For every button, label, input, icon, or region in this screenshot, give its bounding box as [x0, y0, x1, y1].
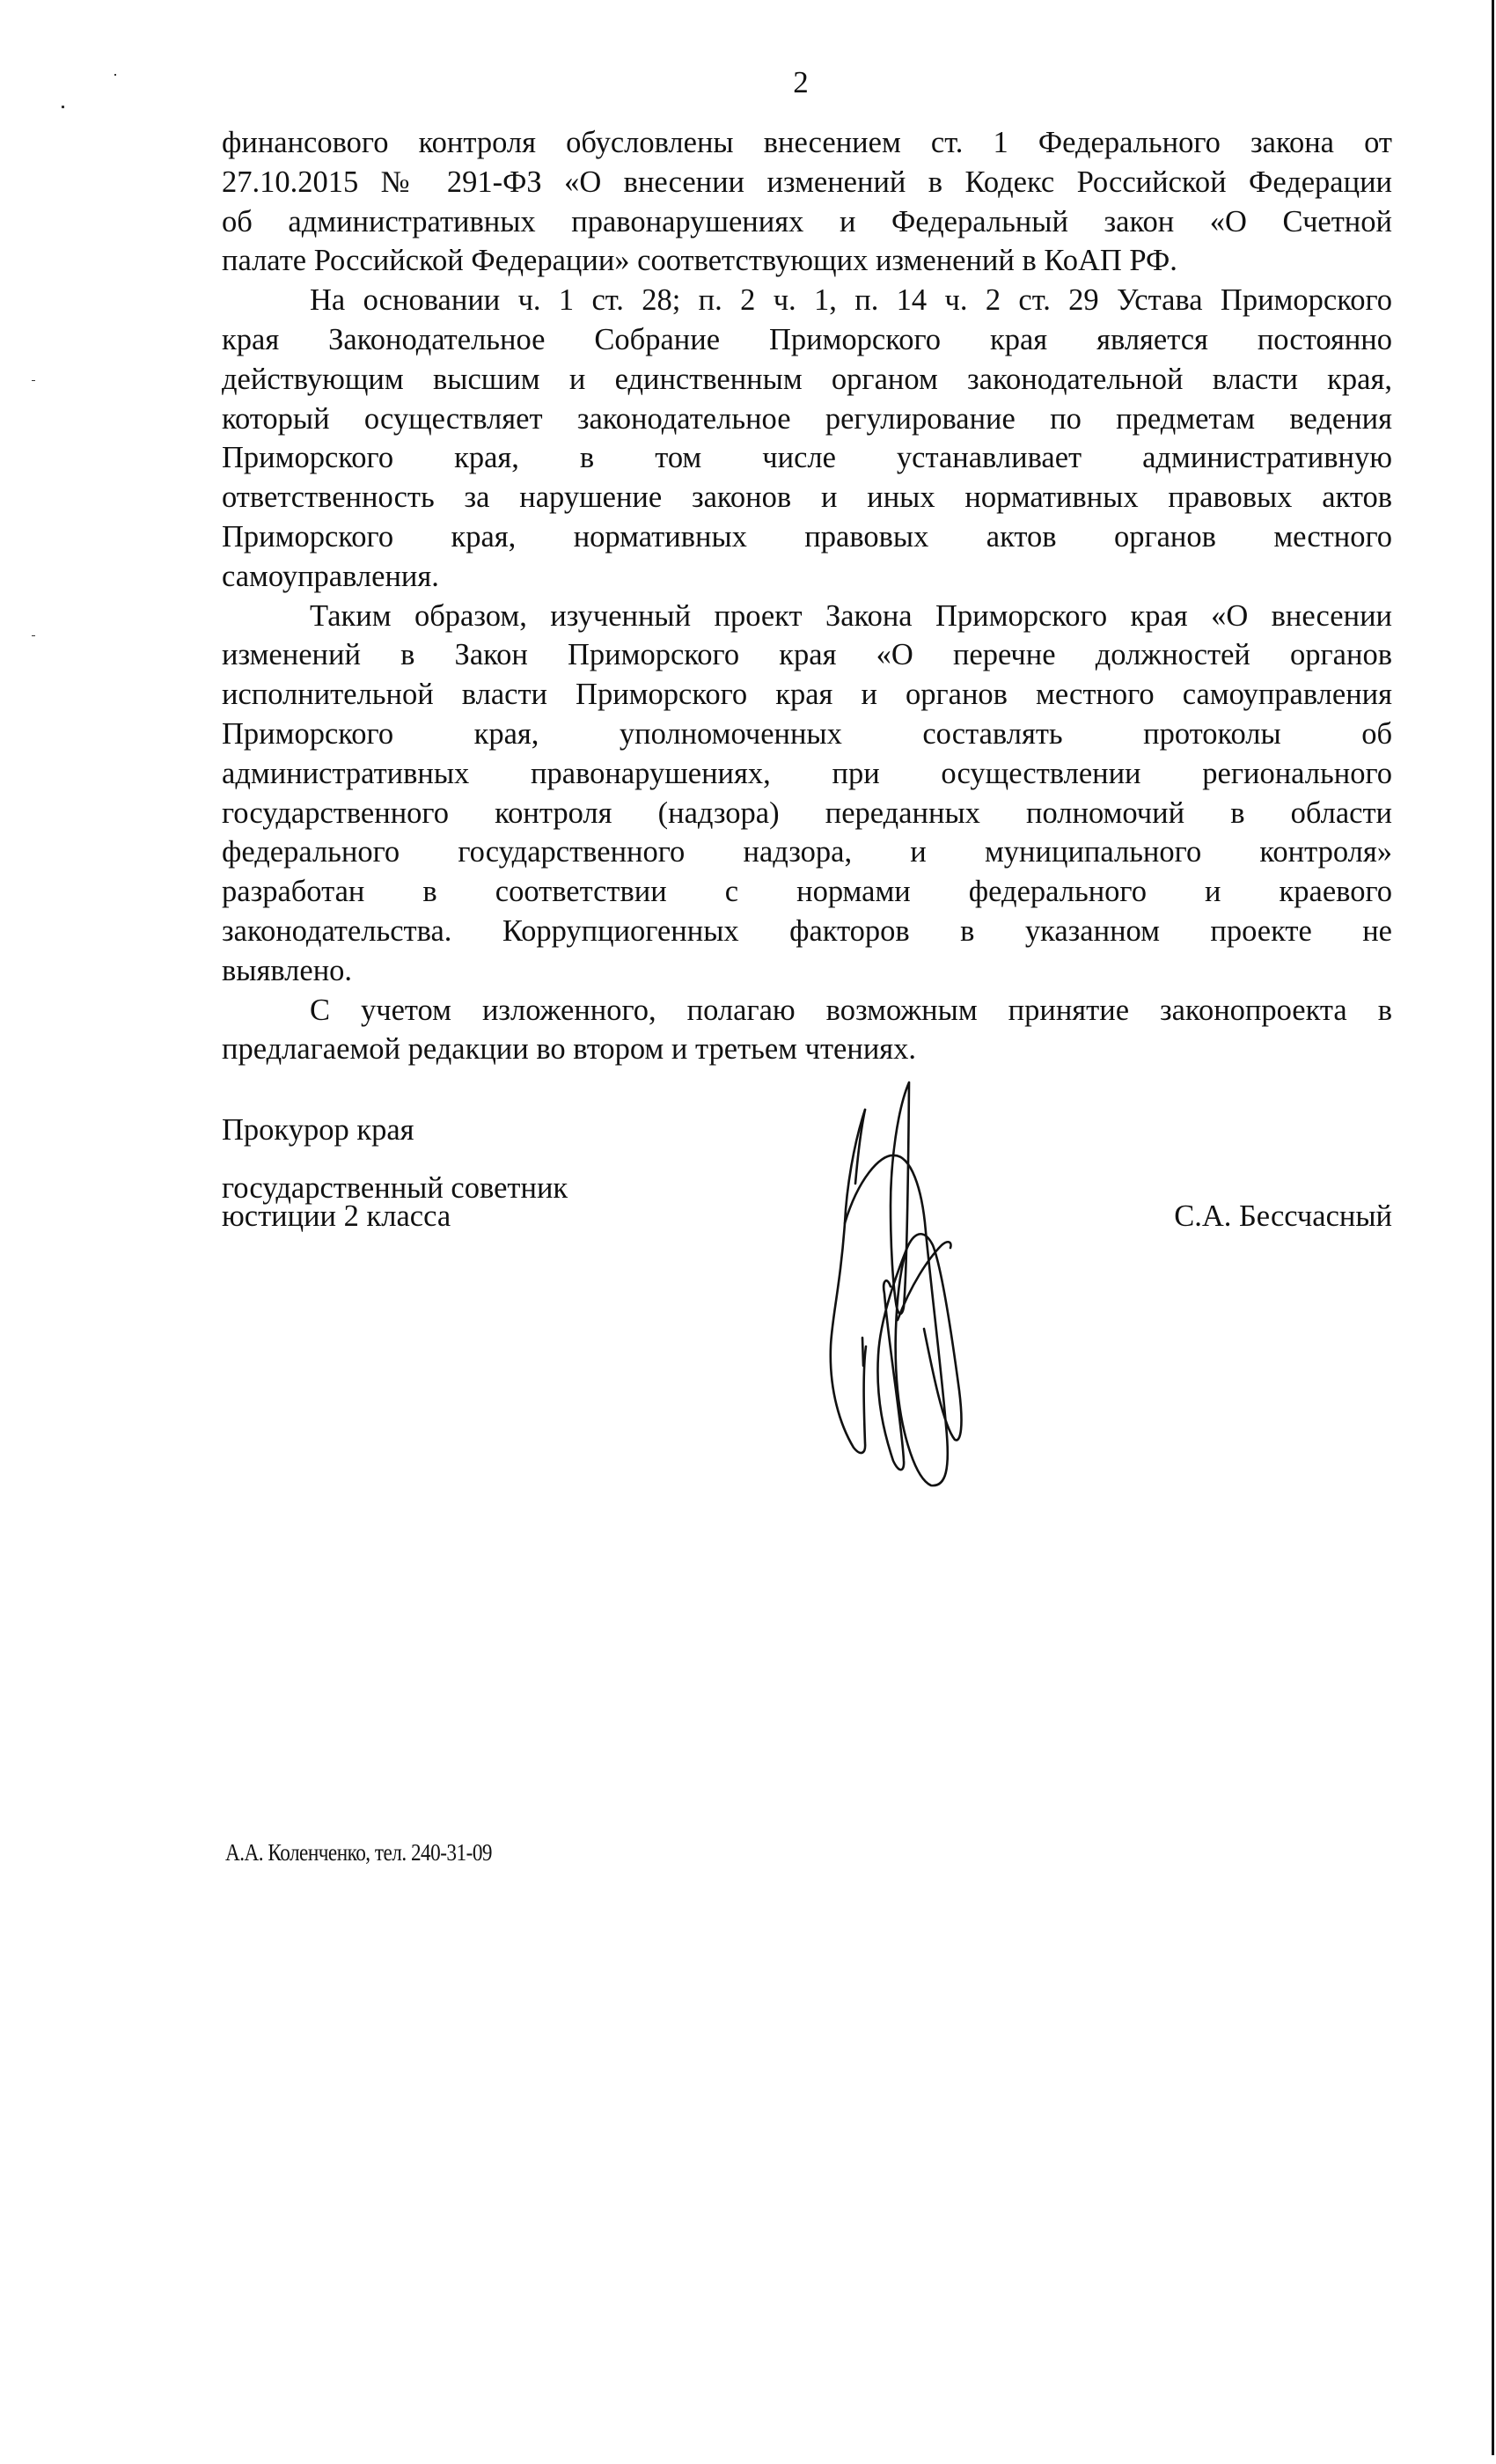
- text-line: законодательства. Коррупциогенных факторов в указанном проекте не: [222, 913, 1392, 948]
- text-line: действующим высшим и единственным органом законодательной власти края,: [222, 362, 1392, 396]
- scan-edge-line: [1492, 0, 1494, 2455]
- text-line: предлагаемой редакции во втором и третьем чтениях.: [222, 1032, 917, 1067]
- page-number: 2: [793, 65, 809, 99]
- text-line: ответственность за нарушение законов и иных нормативных правовых актов: [222, 480, 1392, 515]
- scan-speck: [62, 106, 64, 108]
- text-line: об административных правонарушениях и Федеральный закон «О Счетной: [222, 204, 1392, 238]
- text-line: финансового контроля обусловлены внесением ст. 1 Федерального закона от: [222, 126, 1392, 159]
- paragraph-1: [222, 123, 1392, 281]
- paragraph-2: [222, 281, 1392, 596]
- text-line: изменений в Закон Приморского края «О перечне должностей органов: [222, 638, 1392, 672]
- text-line: федерального государственного надзора, и муниципального контроля»: [222, 835, 1392, 869]
- text-line: Приморского края, нормативных правовых актов органов местного: [222, 519, 1392, 554]
- signer-position: Прокурор края: [222, 1113, 414, 1147]
- text-line: Таким образом, изученный проект Закона Приморского края «О внесении: [310, 598, 1392, 633]
- text-line: выявлено.: [222, 953, 353, 987]
- text-line: который осуществляет законодательное регулирование по предметам ведения: [222, 401, 1392, 436]
- signer-rank-line-1: государственный советник: [222, 1171, 568, 1205]
- document-body: [222, 123, 1392, 1069]
- text-line: Приморского края, в том числе устанавливает административную: [222, 441, 1392, 475]
- signer-rank: [222, 1171, 568, 1233]
- executor-contact: А.А. Коленченко, тел. 240-31-09: [225, 1839, 493, 1866]
- text-line: На основании ч. 1 ст. 28; п. 2 ч. 1, п. 14 ч. 2 ст. 29 Устава Приморского: [310, 283, 1392, 318]
- text-line: края Законодательное Собрание Приморского края является постоянно: [222, 322, 1392, 356]
- text-line: палате Российской Федерации» соответствующих изменений в КоАП РФ.: [222, 244, 1177, 278]
- scan-speck: [32, 380, 35, 381]
- text-line: 27.10.2015 № 291-ФЗ «О внесении изменений в Кодекс Российской Федерации: [222, 165, 1392, 199]
- signer-rank-line-2: юстиции 2 класса: [222, 1199, 451, 1233]
- text-line: С учетом изложенного, полагаю возможным принятие законопроекта в: [310, 993, 1392, 1027]
- text-line: разработан в соответствии с нормами федерального и краевого: [222, 875, 1392, 909]
- handwritten-signature-icon: [792, 1056, 1056, 1584]
- scan-speck: [32, 635, 35, 636]
- text-line: административных правонарушениях, при осуществлении регионального: [222, 756, 1392, 790]
- paragraph-3: [222, 597, 1392, 991]
- text-line: государственного контроля (надзора) переданных полномочий в области: [222, 796, 1392, 830]
- text-line: исполнительной власти Приморского края и органов местного самоуправления: [222, 678, 1392, 712]
- signer-name: С.А. Бессчасный: [1174, 1199, 1392, 1233]
- text-line: Приморского края, уполномоченных составлять протоколы об: [222, 716, 1392, 751]
- text-line: самоуправления.: [222, 559, 439, 593]
